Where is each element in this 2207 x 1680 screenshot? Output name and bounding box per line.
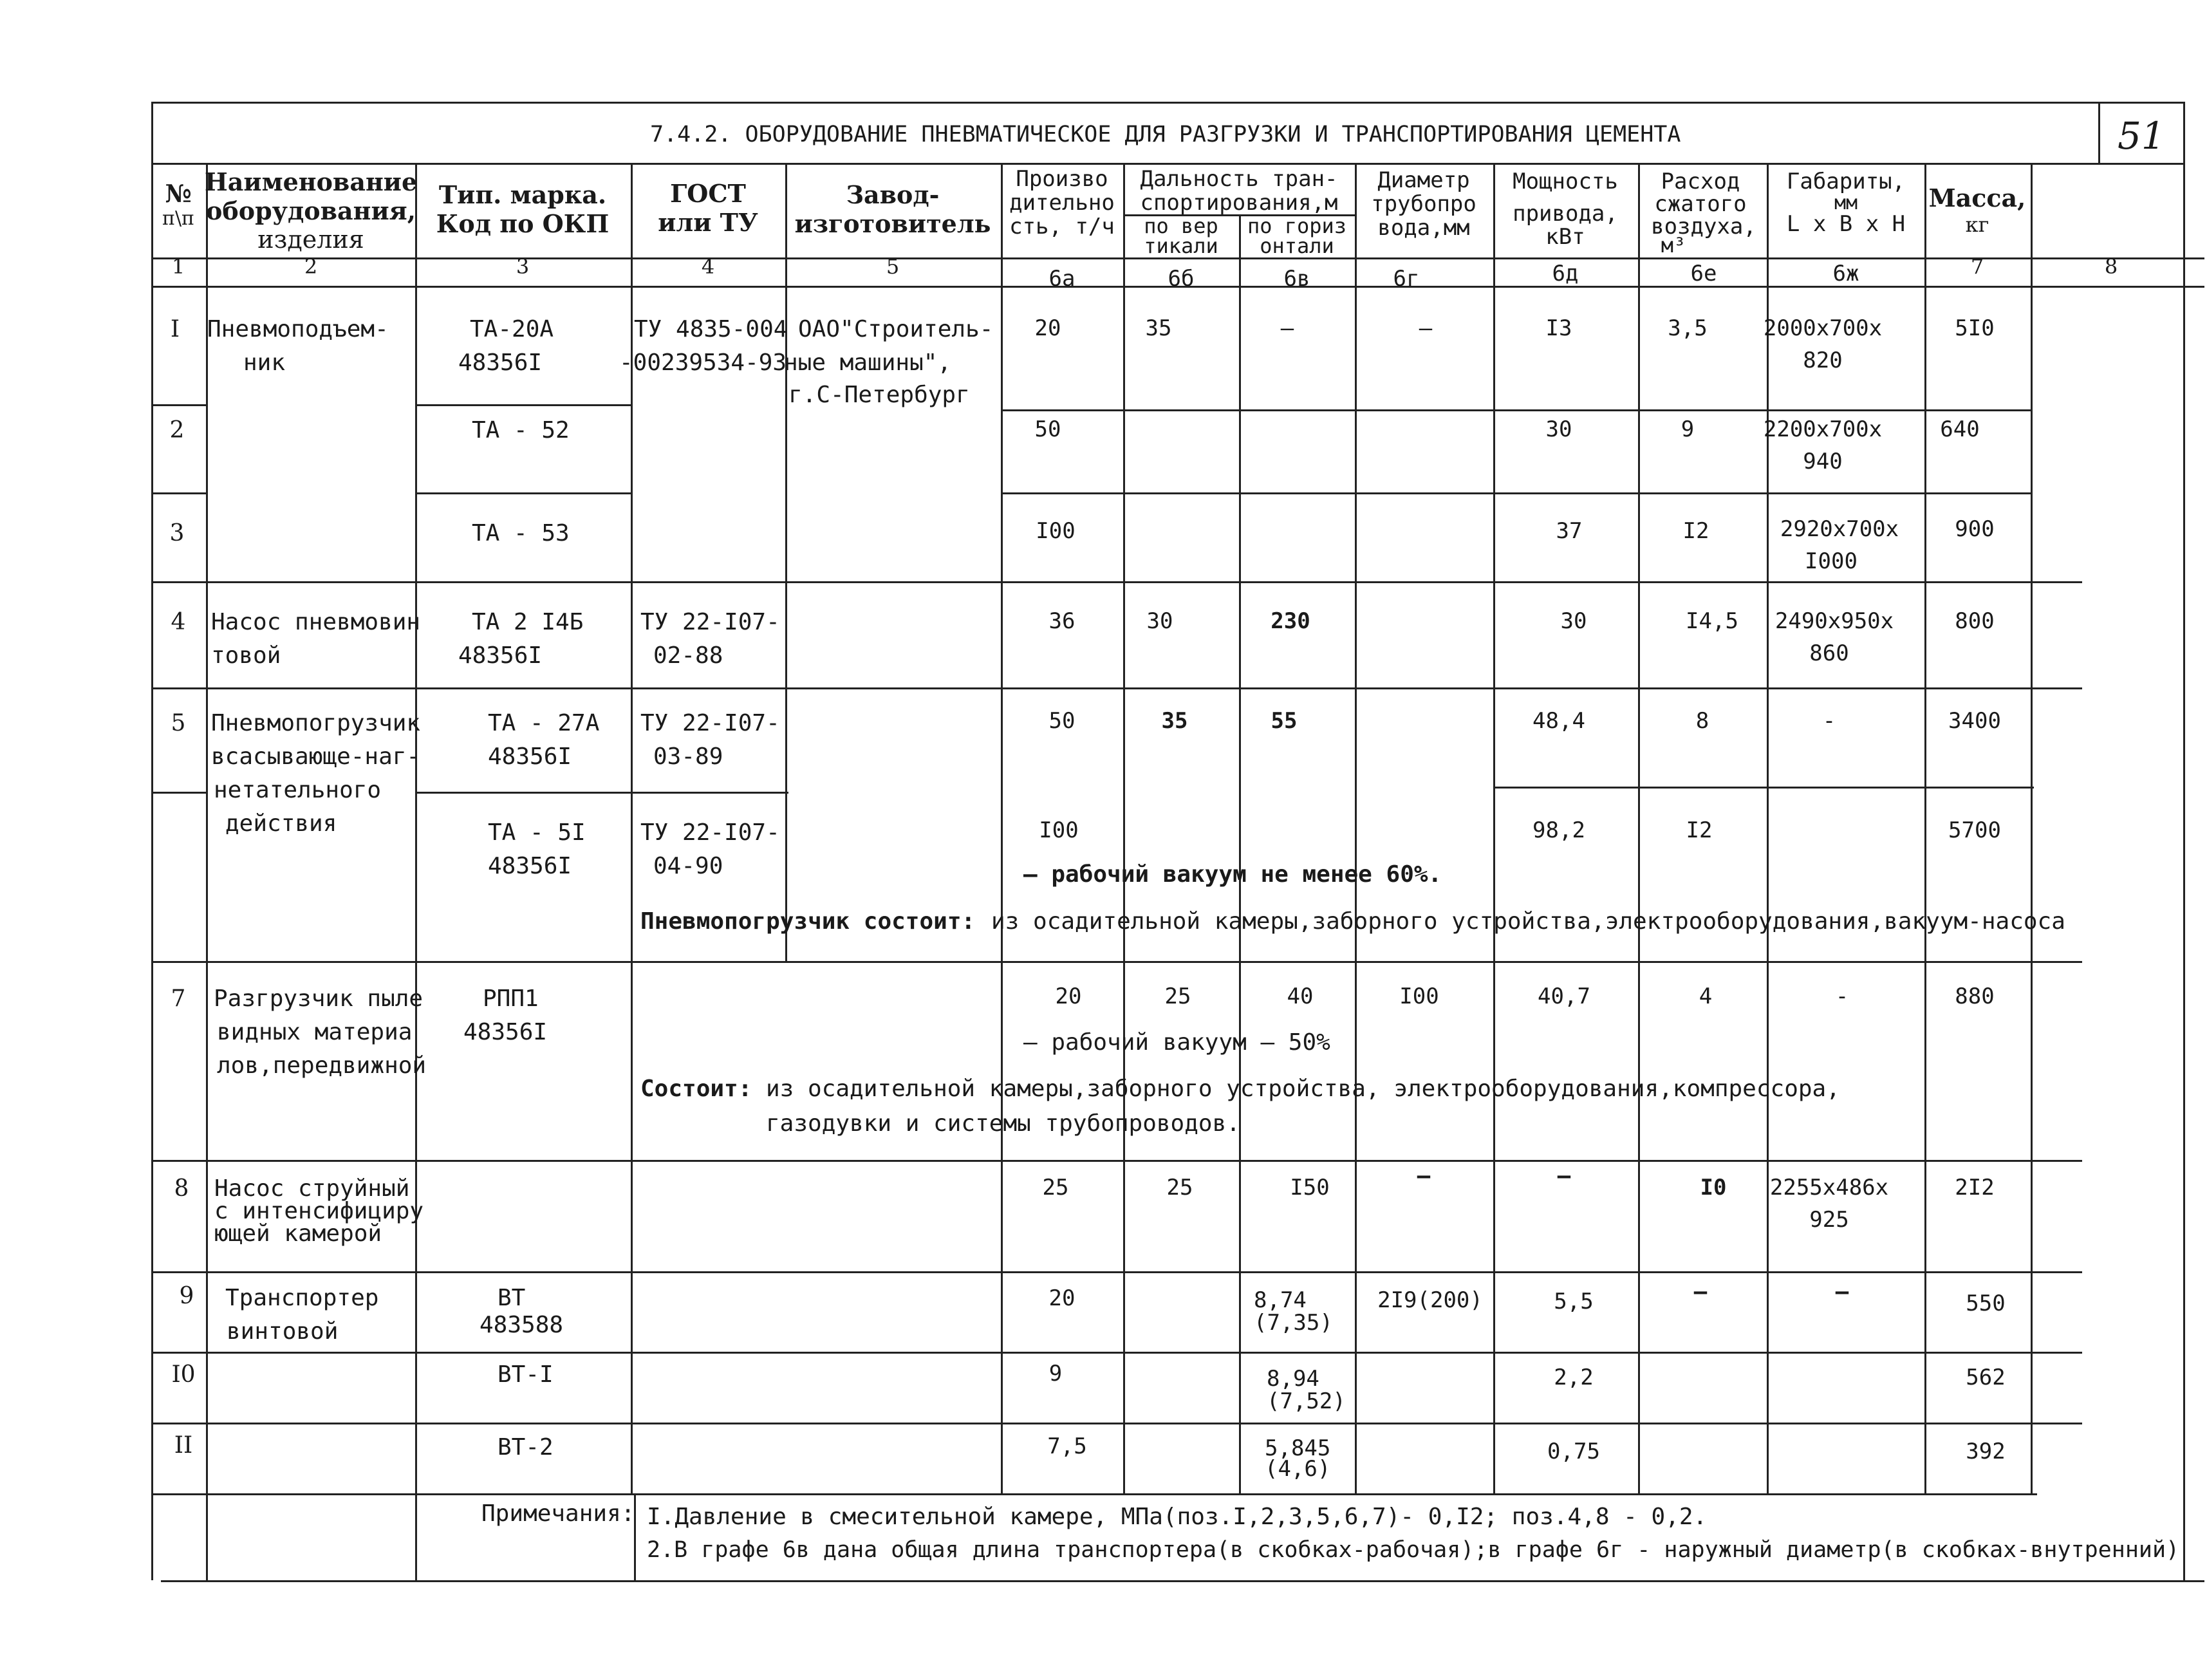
row-9-bottom xyxy=(151,1352,2082,1354)
row-4-bottom xyxy=(151,687,2082,689)
col-2-3-divider xyxy=(415,163,417,1580)
row-5-right-rule xyxy=(1493,787,2034,789)
row-1-right-rule xyxy=(1001,409,2031,411)
row-8-bottom xyxy=(151,1271,2082,1273)
unloader-composition-text-2: газодувки и системы трубопроводов. xyxy=(766,1110,1240,1137)
frame-top xyxy=(151,102,2185,104)
col-6e-6zh-divider xyxy=(1767,163,1769,1493)
row-2-mark-rule xyxy=(415,492,631,494)
document-page: 7.4.2. ОБОРУДОВАНИЕ ПНЕВМАТИЧЕСКОЕ ДЛЯ РАЗГРУЗКИ И ТРАНСПОРТИРОВАНИЯ ЦЕМЕНТА 51 № п\п Наименование оборудования, изделия Тип. марка. Код по ОКП ГОСТ или ТУ Завод- изготовитель Произво дительно сть, т/ч Дальность тран- спортирования,м по вер тикали по гориз онтали Диаметр трубопро вода,мм Мощность привода, кВт Расход сжатого воздуха, м³ Габариты, мм L x B x H Масса, кг 1 2 3 4 5 6а 6б 6в 6г 6д 6е 6ж 7 8 I Пневмоподъем- ник ТА-20А 48356I ТУ 4835-004 -00239534-93 ОАО"Строитель- ные машины", г.С-Петербург 20 35 – – I3 3,5 2000x700x 820 5I0 2 ТА - 52 50 30 9 2200x700x 940 640 3 ТА - 53 I00 37 I2 2920x700x I000 900 4 Насос пневмовин товой ТА 2 I4Б 48356I ТУ 22-I07- 02-88 36 30 230 30 I4,5 2490x950x 860 800 5 Пневмопогрузчик всасывающе-наг- нетательного действия ТА - 27А 48356I ТУ 22-I07- 03-89 50 35 55 48,4 8 - 3400 ТА - 5I 48356I ТУ 22-I07- 04-90 I00 98,2 I2 5700 – рабочий вакуум не менее 60%. Пневмопогрузчик состоит: из осадительной камеры,заборного устройства,электрооборудования,вакуум-насоса 7 Разгрузчик пыле видных материа лов,передвижной РПП1 48356I 20 25 40 I00 40,7 4 - 880 – рабочий вакуум – 50% Состоит: из осадительной камеры,заборного устройства, электрооборудования,компрессора, газодувки и системы трубопроводов. 8 Насос струйный с интенсифициру ющей камерой 25 25 I50 – – I0 2255x486x 925 2I2 9 Транспортер винтовой ВТ 483588 20 8,74 (7,35) 2I9(200) 5,5 – – 550 I0 ВТ-I 9 8,94 (7,52) 2,2 562 II ВТ-2 7,5 5,845 (4,6) 0,75 392 Примечания: I.Давление в смесительной камере, МПа(поз.I,2,3,5,6,7)- 0,I2; поз.4,8 - 0,2. 2.В графе 6в дана общая длина транспортера(в скобках-рабочая);в графе 6г - наружный диаметр(в скобках-внутренний) xyxy=(0,0,2207,1680)
frame-bottom xyxy=(161,1580,2204,1582)
vacuum-note-60: – рабочий вакуум не менее 60%. xyxy=(1023,861,1442,888)
row-10-bottom xyxy=(151,1423,2082,1424)
row-7-bottom xyxy=(151,1160,2082,1162)
page-number: 51 xyxy=(2118,114,2165,158)
col-5-6a-divider xyxy=(1001,163,1003,1493)
row-3-bottom xyxy=(151,581,2082,583)
col-7-8-divider xyxy=(2031,163,2033,1493)
footnote-1: I.Давление в смесительной камере, МПа(поз.I,2,3,5,6,7)- 0,I2; поз.4,8 - 0,2. xyxy=(647,1504,1708,1530)
frame-right xyxy=(2183,102,2185,1580)
row-6-bottom xyxy=(151,961,2082,963)
vacuum-note-50: – рабочий вакуум – 50% xyxy=(1023,1029,1330,1056)
loader-composition-text: из осадительной камеры,заборного устройства,электрооборудования,вакуум-насоса xyxy=(991,908,2065,935)
footnotes-label: Примечания: xyxy=(481,1500,635,1527)
col-1-2-divider xyxy=(206,163,208,1580)
row-1-mark-rule xyxy=(415,404,631,406)
footnote-2: 2.В графе 6в дана общая длина транспортера(в скобках-рабочая);в графе 6г - наружный диаметр(в скобках-внутренний) xyxy=(647,1537,2180,1563)
col-6d-6e-divider xyxy=(1638,163,1640,1493)
unloader-composition-label: Состоит: xyxy=(640,1076,752,1102)
row-11-bottom xyxy=(151,1493,2037,1495)
row-5-mark-rule xyxy=(415,792,788,794)
col-6a-6b-divider xyxy=(1123,163,1125,1493)
col-6g-6d-divider xyxy=(1493,163,1495,1493)
row-2-right-rule xyxy=(1001,492,2031,494)
row-5-bottom-left xyxy=(151,792,206,794)
col-6b-6v-divider xyxy=(1239,214,1241,1493)
loader-composition-label: Пневмопогрузчик состоит: xyxy=(640,908,976,935)
document-title: 7.4.2. ОБОРУДОВАНИЕ ПНЕВМАТИЧЕСКОЕ ДЛЯ РАЗГРУЗКИ И ТРАНСПОРТИРОВАНИЯ ЦЕМЕНТА xyxy=(650,122,1681,147)
row-1-bottom xyxy=(151,404,206,406)
page-number-divider xyxy=(2098,102,2100,163)
col-6v-6g-divider xyxy=(1355,163,1357,1493)
col-6zh-7-divider xyxy=(1924,163,1926,1493)
title-bottom-rule xyxy=(151,163,2185,165)
row-2-bottom xyxy=(151,492,206,494)
frame-left xyxy=(151,102,153,1580)
unloader-composition-text-1: из осадительной камеры,заборного устройства, электрооборудования,компрессора, xyxy=(766,1076,1840,1102)
col-4-5-divider xyxy=(785,163,787,961)
